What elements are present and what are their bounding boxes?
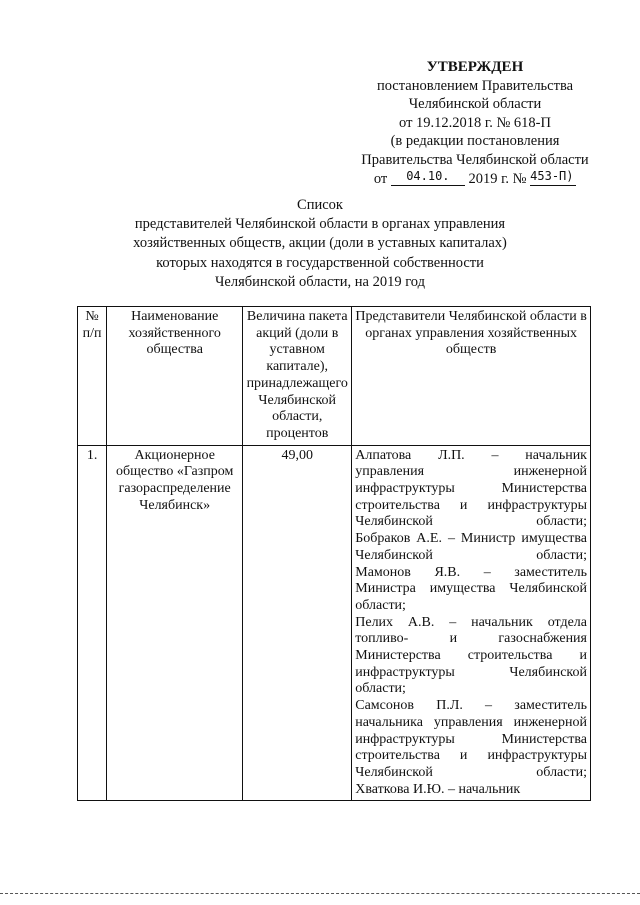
representative-entry: Хваткова И.Ю. – начальник [355,781,521,797]
date-mid: 2019 г. № [468,170,527,187]
representative-entry: Бобраков А.Е. – Министр имущества Челябинской области; [355,531,587,563]
approval-line-1: постановлением Правительства [376,77,574,94]
handwritten-number: 453-П) [530,167,576,187]
approval-line-2: Челябинской области [408,96,542,113]
document-title [80,196,560,292]
header-representatives: Представители Челябинской области в органах управления хозяйственных обществ [352,307,591,446]
row-representatives [352,445,591,801]
row-num: 1. [78,445,107,801]
date-prefix: от [373,170,388,187]
approval-line-5: Правительства Челябинской области [361,151,589,168]
title-line-2: представителей Челябинской области в органах управления [134,216,506,233]
title-line-1: Список [297,197,343,213]
representative-entry: Самсонов П.Л. – заместитель начальника управления инженерной инфраструктуры Министерства строительства и инфраструктуры Челябинской области; [355,698,587,780]
table-row [78,445,591,801]
approval-line-4: (в редакции постановления [390,133,560,150]
representative-entry: Пелих А.В. – начальник отдела топливо- и газоснабжения Министерства строительства и инфраструктуры Челябинской области; [355,614,587,697]
representative-entry: Алпатова Л.П. – начальник управления инженерной инфраструктуры Министерства строительства и инфраструктуры Челябинской области; [355,447,587,530]
header-company: Наименование хозяйственного общества [107,307,243,446]
table-header-row [78,307,591,446]
header-num: № п/п [78,307,107,446]
representative-entry: Мамонов Я.В. – заместитель Министра имущества Челябинской области; [355,564,587,613]
page-bottom-divider [0,893,640,894]
approval-line-3: от 19.12.2018 г. № 618-П [399,114,551,131]
row-company: Акционерное общество «Газпром газораспределение Челябинск» [107,445,243,801]
title-line-4: которых находятся в государственной собственности [156,254,484,271]
header-share: Величина пакета акций (доли в уставном капитале), принадлежащего Челябинской области, процентов [243,307,352,446]
representatives-table [77,306,591,801]
handwritten-date: 04.10. [391,167,465,187]
approval-stamp [340,58,610,189]
title-line-3: хозяйственных обществ, акции (доли в уставных капиталах) [133,235,507,252]
approval-date-line [340,170,610,190]
approval-title: УТВЕРЖДЕН [426,59,524,75]
row-share: 49,00 [243,445,352,801]
title-line-5: Челябинской области, на 2019 год [214,273,425,290]
